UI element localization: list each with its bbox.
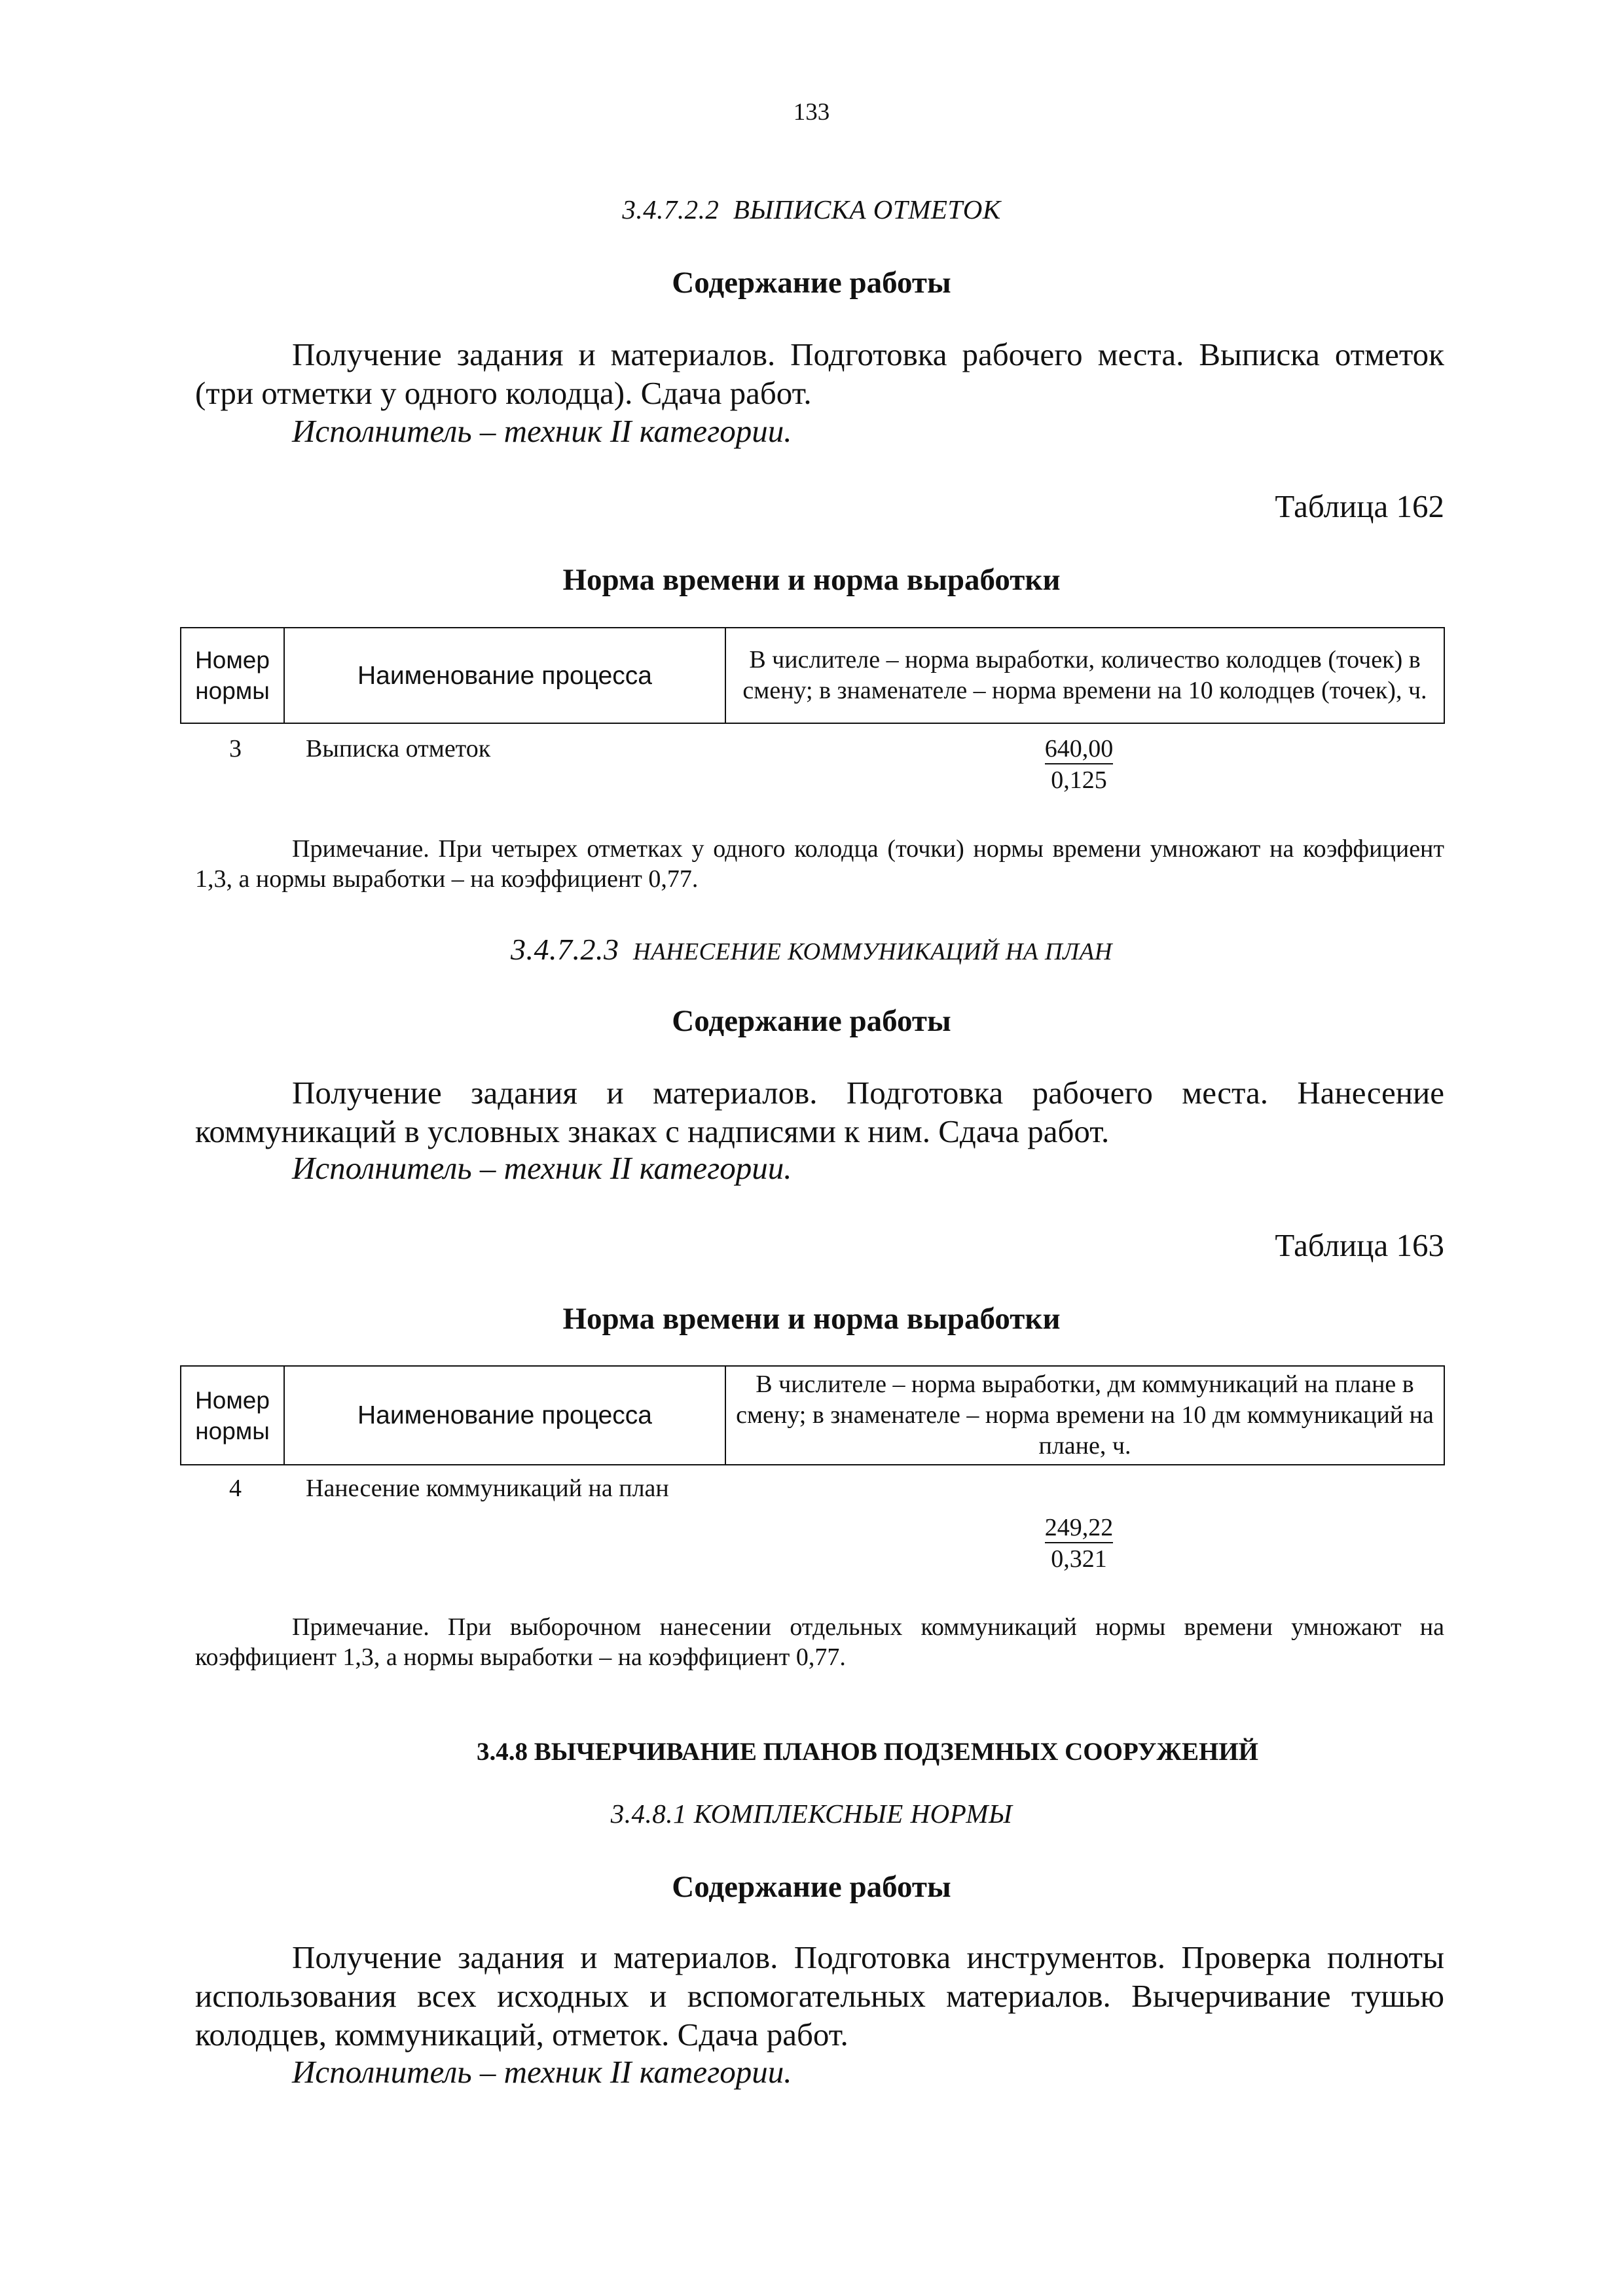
section-title: НАНЕСЕНИЕ КОММУНИКАЦИЙ НА ПЛАН — [632, 939, 1112, 965]
page-number: 133 — [793, 99, 830, 126]
table-label: Таблица 163 — [1275, 1227, 1444, 1263]
header-process-name: Наименование процесса — [284, 628, 725, 723]
subsection-heading: 3.4.8.1 КОМПЛЕКСНЫЕ НОРМЫ — [610, 1799, 1013, 1829]
executor-line: Исполнитель – техник II категории. — [292, 1150, 792, 1186]
row-process-name: Выписка отметок — [306, 735, 491, 762]
header-norm-description: В числителе – норма выработки, дм коммуникаций на плане в смену; в знаменателе – норма времени на 10 дм коммуникаций на плане, ч. — [725, 1366, 1444, 1465]
fraction-denominator: 0,321 — [1051, 1545, 1107, 1573]
header-norm-description: В числителе – норма выработки, количество колодцев (точек) в смену; в знаменателе – норма времени на 10 колодцев (точек), ч. — [725, 628, 1444, 723]
table-title: Норма времени и норма выработки — [562, 1302, 1061, 1336]
fraction-denominator: 0,125 — [1051, 766, 1107, 794]
norm-table-163 — [180, 1365, 1445, 1465]
header-norm-number: Номер нормы — [181, 628, 284, 723]
work-content-paragraph: Получение задания и материалов. Подготовка рабочего места. Выписка отметок (три отметки у одного колодца). Сдача работ. — [195, 336, 1444, 411]
section-heading-3-4-7-2-2 — [0, 194, 1623, 225]
fraction-numerator: 249,22 — [1045, 1513, 1114, 1543]
table-title: Норма времени и норма выработки — [562, 563, 1061, 597]
section-number: 3.4.7.2.2 — [622, 194, 720, 224]
table-label: Таблица 162 — [1275, 488, 1444, 524]
executor-line: Исполнитель – техник II категории. — [292, 413, 792, 449]
work-content-paragraph: Получение задания и материалов. Подготовка рабочего места. Нанесение коммуникаций в условных знаках с надписями к ним. Сдача работ. — [195, 1075, 1444, 1149]
section-number: 3.4.7.2.3 — [510, 933, 619, 966]
note: Примечание. При четырех отметках у одного колодца (точки) нормы времени умножают на коэффициент 1,3, а нормы выработки – на коэффициент 0,77. — [195, 835, 1444, 893]
header-process-name: Наименование процесса — [284, 1366, 725, 1465]
row-norm-number: 4 — [229, 1475, 242, 1502]
executor-line: Исполнитель – техник II категории. — [292, 2054, 792, 2090]
section-title: ВЫПИСКА ОТМЕТОК — [733, 194, 1001, 224]
norm-fraction — [981, 1512, 1177, 1575]
norm-fraction — [981, 733, 1177, 796]
content-title: Содержание работы — [672, 1004, 951, 1038]
row-norm-number: 3 — [229, 735, 242, 762]
norm-table-162 — [180, 627, 1445, 724]
fraction-numerator: 640,00 — [1045, 734, 1114, 764]
content-title: Содержание работы — [672, 266, 951, 300]
work-content-paragraph: Получение задания и материалов. Подготовка инструментов. Проверка полноты использования всех исходных и вспомогательных материалов. Вычерчивание тушью колодцев, коммуникаций, отметок. Сдача работ. — [195, 1939, 1444, 2053]
chapter-heading: 3.4.8 ВЫЧЕРЧИВАНИЕ ПЛАНОВ ПОДЗЕМНЫХ СООРУЖЕНИЙ — [477, 1738, 1258, 1766]
row-process-name: Нанесение коммуникаций на план — [306, 1475, 669, 1502]
note: Примечание. При выборочном нанесении отдельных коммуникаций нормы времени умножают на коэффициент 1,3, а нормы выработки – на коэффициент 0,77. — [195, 1613, 1444, 1671]
content-title: Содержание работы — [672, 1870, 951, 1904]
section-heading-3-4-7-2-3 — [0, 932, 1623, 967]
header-norm-number: Номер нормы — [181, 1366, 284, 1465]
